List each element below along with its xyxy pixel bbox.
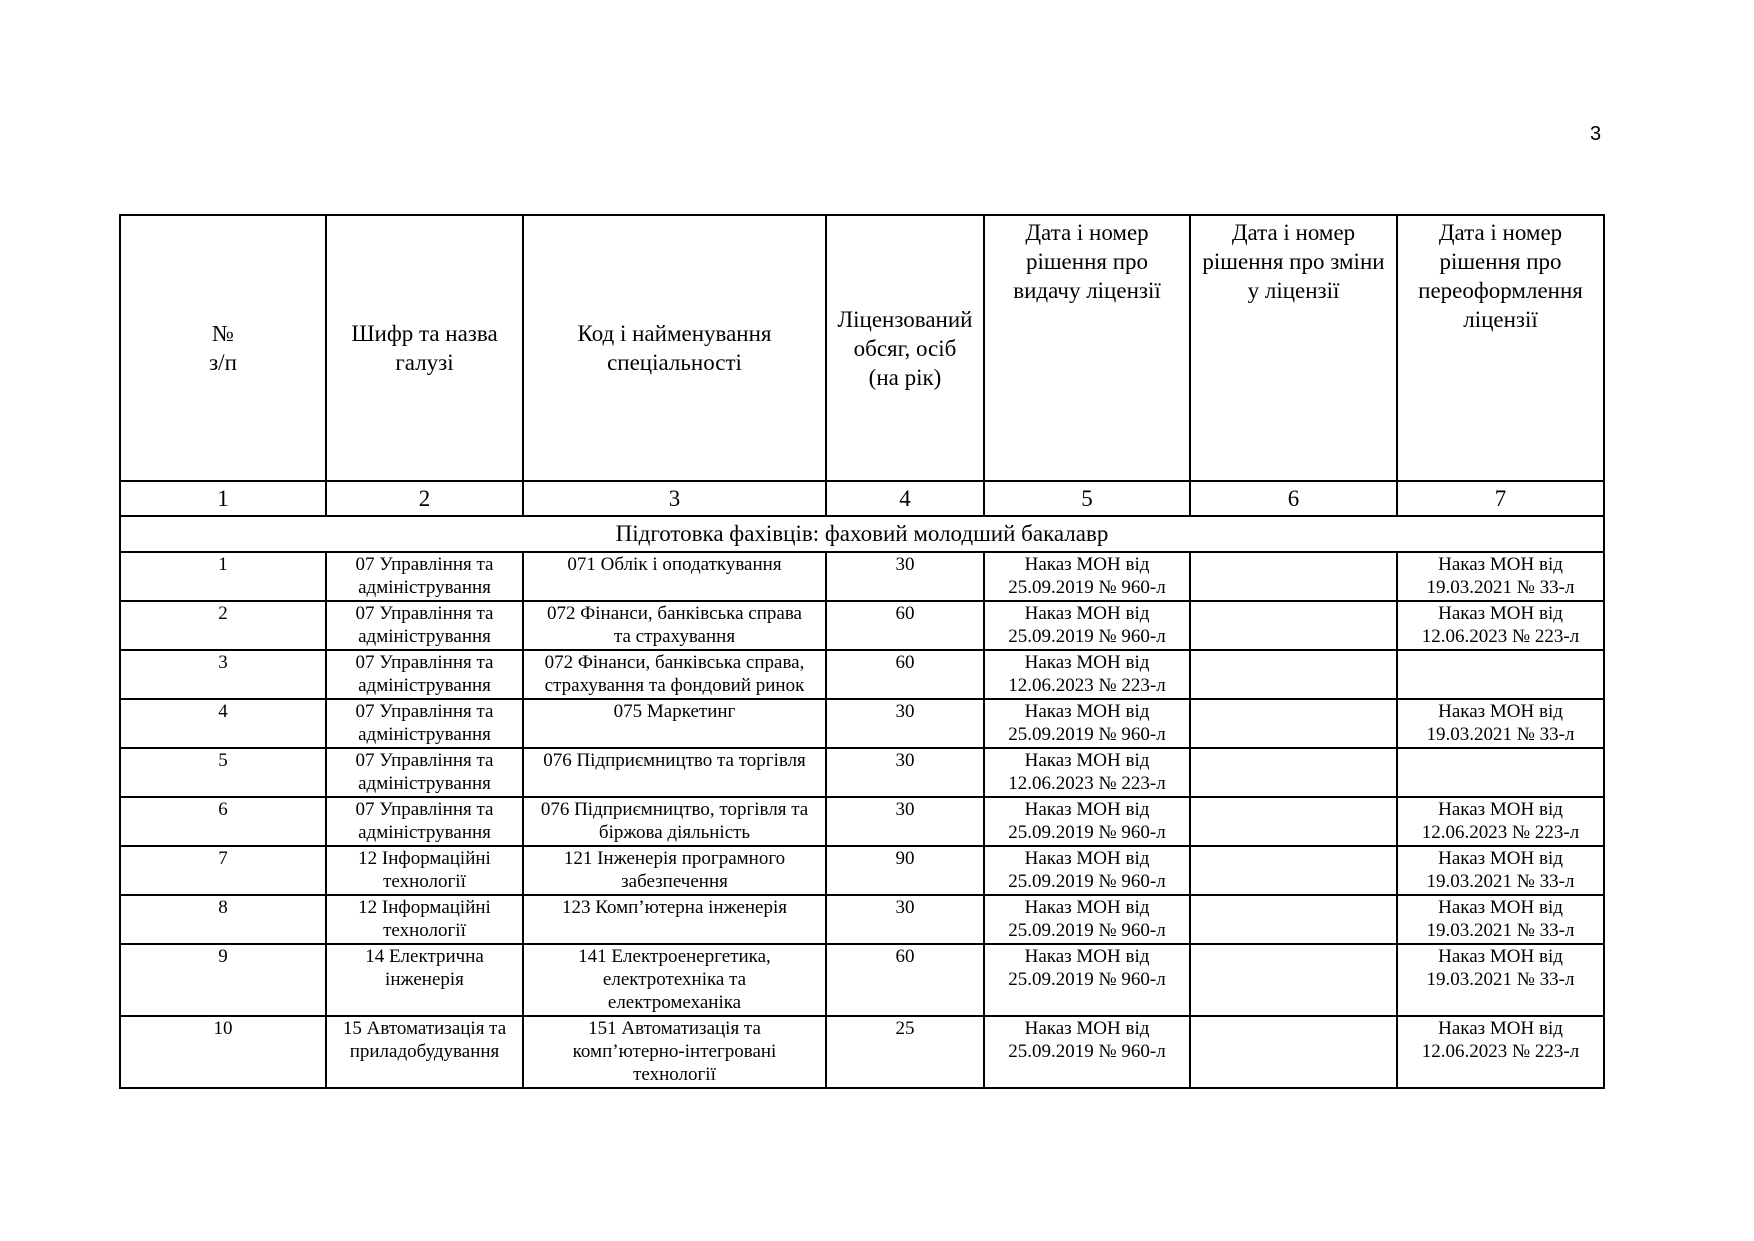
header-licensed-volume: Ліцензований обсяг, осіб (на рік) [826, 215, 984, 481]
reissue-decision-cell: Наказ МОН від 19.03.2021 № 33-л [1397, 846, 1604, 895]
change-decision-cell [1190, 797, 1397, 846]
change-decision-cell [1190, 944, 1397, 1016]
table-row [120, 601, 1604, 650]
licensed-volume-cell: 60 [826, 601, 984, 650]
change-decision-cell [1190, 748, 1397, 797]
change-decision-cell [1190, 895, 1397, 944]
specialty-cell: 076 Підприємництво, торгівля та біржова діяльність [523, 797, 826, 846]
reissue-decision-cell: Наказ МОН від 12.06.2023 № 223-л [1397, 797, 1604, 846]
change-decision-cell [1190, 699, 1397, 748]
column-number: 7 [1397, 481, 1604, 516]
specialty-cell: 072 Фінанси, банківська справа та страхування [523, 601, 826, 650]
header-reissue-decision: Дата і номер рішення про переоформлення ліцензії [1397, 215, 1604, 481]
table-row [120, 552, 1604, 601]
change-decision-cell [1190, 650, 1397, 699]
issue-decision-cell: Наказ МОН від 12.06.2023 № 223-л [984, 748, 1190, 797]
change-decision-cell [1190, 601, 1397, 650]
header-change-decision: Дата і номер рішення про зміни у ліцензії [1190, 215, 1397, 481]
row-number-cell: 6 [120, 797, 326, 846]
row-number-cell: 8 [120, 895, 326, 944]
specialty-cell: 076 Підприємництво та торгівля [523, 748, 826, 797]
specialty-cell: 123 Комп’ютерна інженерія [523, 895, 826, 944]
reissue-decision-cell: Наказ МОН від 12.06.2023 № 223-л [1397, 1016, 1604, 1088]
header-branch: Шифр та назва галузі [326, 215, 523, 481]
reissue-decision-cell [1397, 650, 1604, 699]
row-number-cell: 1 [120, 552, 326, 601]
table-row [120, 846, 1604, 895]
licensed-volume-cell: 30 [826, 797, 984, 846]
issue-decision-cell: Наказ МОН від 25.09.2019 № 960-л [984, 797, 1190, 846]
issue-decision-cell: Наказ МОН від 25.09.2019 № 960-л [984, 552, 1190, 601]
licensed-volume-cell: 60 [826, 650, 984, 699]
issue-decision-cell: Наказ МОН від 25.09.2019 № 960-л [984, 895, 1190, 944]
header-issue-decision: Дата і номер рішення про видачу ліцензії [984, 215, 1190, 481]
row-number-cell: 5 [120, 748, 326, 797]
row-number-cell: 2 [120, 601, 326, 650]
column-number-row [120, 481, 1604, 516]
change-decision-cell [1190, 846, 1397, 895]
licensed-volume-cell: 90 [826, 846, 984, 895]
section-title: Підготовка фахівців: фаховий молодший бакалавр [120, 516, 1604, 552]
branch-cell: 07 Управління та адміністрування [326, 552, 523, 601]
reissue-decision-cell: Наказ МОН від 12.06.2023 № 223-л [1397, 601, 1604, 650]
reissue-decision-cell: Наказ МОН від 19.03.2021 № 33-л [1397, 699, 1604, 748]
licensed-volume-cell: 30 [826, 699, 984, 748]
licensed-volume-cell: 25 [826, 1016, 984, 1088]
table-row [120, 748, 1604, 797]
branch-cell: 07 Управління та адміністрування [326, 601, 523, 650]
branch-cell: 07 Управління та адміністрування [326, 650, 523, 699]
column-number: 2 [326, 481, 523, 516]
table-row [120, 944, 1604, 1016]
row-number-cell: 7 [120, 846, 326, 895]
branch-cell: 15 Автоматизація та приладобудування [326, 1016, 523, 1088]
licensed-volume-cell: 30 [826, 748, 984, 797]
column-number: 6 [1190, 481, 1397, 516]
row-number-cell: 3 [120, 650, 326, 699]
table-row [120, 797, 1604, 846]
specialty-cell: 141 Електроенергетика, електротехніка та електромеханіка [523, 944, 826, 1016]
reissue-decision-cell [1397, 748, 1604, 797]
row-number-cell: 10 [120, 1016, 326, 1088]
header-specialty: Код і найменування спеціальності [523, 215, 826, 481]
header-row [120, 215, 1604, 481]
table-row [120, 650, 1604, 699]
header-number: № з/п [120, 215, 326, 481]
specialty-cell: 121 Інженерія програмного забезпечення [523, 846, 826, 895]
column-number: 1 [120, 481, 326, 516]
table-row [120, 895, 1604, 944]
issue-decision-cell: Наказ МОН від 25.09.2019 № 960-л [984, 944, 1190, 1016]
licensed-volume-cell: 30 [826, 552, 984, 601]
issue-decision-cell: Наказ МОН від 12.06.2023 № 223-л [984, 650, 1190, 699]
specialty-cell: 075 Маркетинг [523, 699, 826, 748]
licensed-volume-cell: 30 [826, 895, 984, 944]
row-number-cell: 4 [120, 699, 326, 748]
specialty-cell: 151 Автоматизація та комп’ютерно-інтегровані технології [523, 1016, 826, 1088]
branch-cell: 14 Електрична інженерія [326, 944, 523, 1016]
column-number: 3 [523, 481, 826, 516]
table-row [120, 699, 1604, 748]
issue-decision-cell: Наказ МОН від 25.09.2019 № 960-л [984, 699, 1190, 748]
column-number: 5 [984, 481, 1190, 516]
section-row [120, 516, 1604, 552]
reissue-decision-cell: Наказ МОН від 19.03.2021 № 33-л [1397, 944, 1604, 1016]
branch-cell: 12 Інформаційні технології [326, 895, 523, 944]
branch-cell: 07 Управління та адміністрування [326, 748, 523, 797]
issue-decision-cell: Наказ МОН від 25.09.2019 № 960-л [984, 601, 1190, 650]
branch-cell: 07 Управління та адміністрування [326, 797, 523, 846]
change-decision-cell [1190, 552, 1397, 601]
issue-decision-cell: Наказ МОН від 25.09.2019 № 960-л [984, 846, 1190, 895]
row-number-cell: 9 [120, 944, 326, 1016]
table-row [120, 1016, 1604, 1088]
issue-decision-cell: Наказ МОН від 25.09.2019 № 960-л [984, 1016, 1190, 1088]
branch-cell: 12 Інформаційні технології [326, 846, 523, 895]
column-number: 4 [826, 481, 984, 516]
specialty-cell: 071 Облік і оподаткування [523, 552, 826, 601]
reissue-decision-cell: Наказ МОН від 19.03.2021 № 33-л [1397, 552, 1604, 601]
licensed-volume-cell: 60 [826, 944, 984, 1016]
reissue-decision-cell: Наказ МОН від 19.03.2021 № 33-л [1397, 895, 1604, 944]
license-table [119, 214, 1605, 1089]
branch-cell: 07 Управління та адміністрування [326, 699, 523, 748]
page-number: 3 [1590, 123, 1602, 145]
specialty-cell: 072 Фінанси, банківська справа, страхування та фондовий ринок [523, 650, 826, 699]
change-decision-cell [1190, 1016, 1397, 1088]
